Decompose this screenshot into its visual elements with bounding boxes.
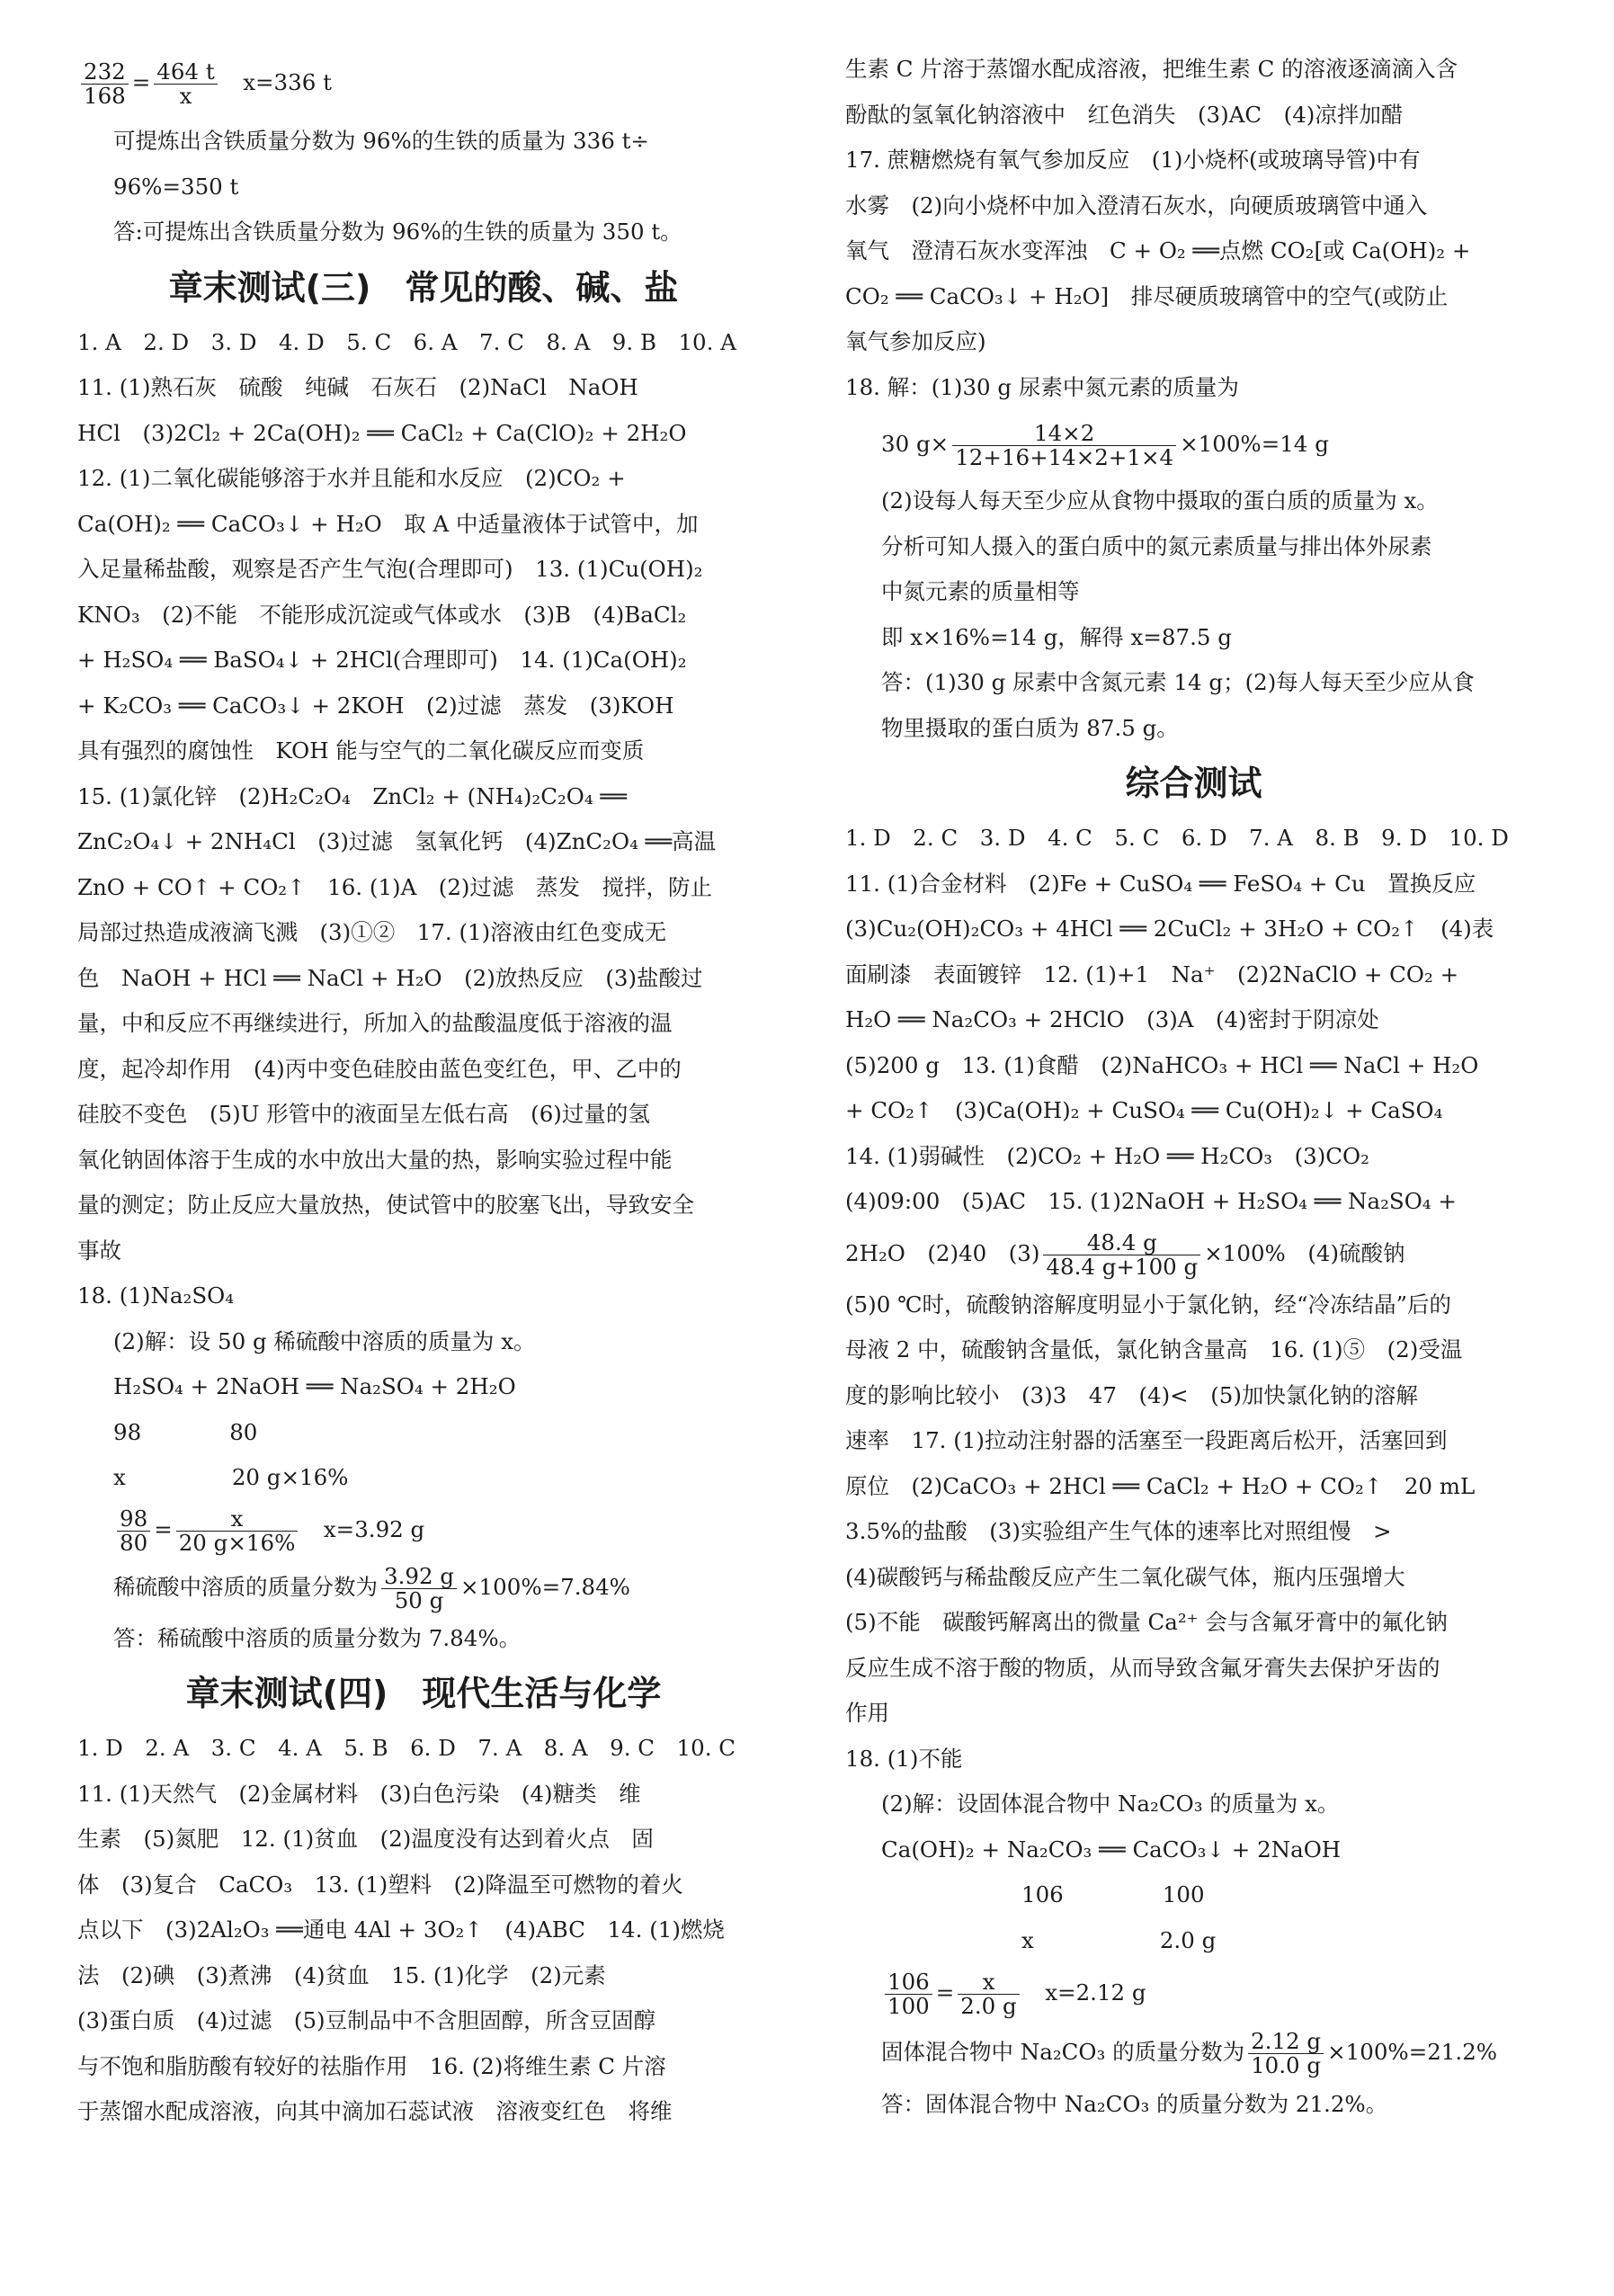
equation-line: Ca(OH)₂ + Na₂CO₃ ══ CaCO₃↓ + 2NaOH: [881, 1836, 1342, 1863]
answer-line: 15. (1)氯化锌 (2)H₂C₂O₄ ZnCl₂ + (NH₄)₂C₂O₄ ══: [77, 782, 627, 809]
answer-line: 度，起冷却作用 (4)丙中变色硅胶由蓝色变红色，甲、乙中的: [77, 1055, 682, 1082]
answer-line: ZnO + CO↑ + CO₂↑ 16. (1)A (2)过滤 蒸发 搅拌，防止: [77, 873, 712, 900]
answer-line: 1. D 2. C 3. D 4. C 5. C 6. D 7. A 8. B 9. D 10. D: [845, 825, 1509, 851]
answer-line: ZnC₂O₄↓ + 2NH₄Cl (3)过滤 氢氧化钙 (4)ZnC₂O₄ ══高温: [77, 828, 717, 854]
fraction: $\frac{48.4 g}{48.4 g+100 g}$: [1043, 1231, 1200, 1279]
answer-line: 18. (1)不能: [845, 1745, 963, 1772]
answer-line: + H₂SO₄ ══ BaSO₄↓ + 2HCl(合理即可) 14. (1)Ca(OH)₂: [77, 647, 687, 673]
fraction: $\frac{98}{80}$: [117, 1507, 150, 1555]
answer-line: + K₂CO₃ ══ CaCO₃↓ + 2KOH (2)过滤 蒸发 (3)KOH: [77, 692, 674, 719]
answer-line: Ca(OH)₂ ══ CaCO₃↓ + H₂O 取 A 中适量液体于试管中，加: [77, 510, 699, 537]
calc-ratio-iron: $\frac{232}{168}$ = $\frac{464 t}{x}$ x=336 t: [77, 47, 770, 119]
answer-line: 法 (2)碘 (3)煮沸 (4)贫血 15. (1)化学 (2)元素: [77, 1961, 606, 1988]
answer-line: 具有强烈的腐蚀性 KOH 能与空气的二氧化碳反应而变质: [77, 737, 645, 764]
answer-line: (4)09:00 (5)AC 15. (1)2NaOH + H₂SO₄ ══ Na₂SO₄ +: [845, 1188, 1457, 1214]
answer-line: 14. (1)弱碱性 (2)CO₂ + H₂O ══ H₂CO₃ (3)CO₂: [845, 1142, 1369, 1169]
answer-line: 度的影响比较小 (3)3 47 (4)< (5)加快氯化钠的溶解: [845, 1381, 1418, 1408]
text-line: (2)设每人每天至少应从食物中摄取的蛋白质的质量为 x。: [881, 487, 1439, 514]
answer-line: 3.5%的盐酸 (3)实验组产生气体的速率比对照组慢 >: [845, 1518, 1392, 1544]
answer-line: CO₂ ══ CaCO₃↓ + H₂O] 排尽硬质玻璃管中的空气(或防止: [845, 282, 1449, 309]
text-line: 答：稀硫酸中溶质的质量分数为 7.84%。: [113, 1624, 522, 1651]
answer-line: 1. D 2. A 3. C 4. A 5. B 6. D 7. A 8. A 9. C 10. C: [77, 1735, 736, 1761]
equation-line: H₂SO₄ + 2NaOH ══ Na₂SO₄ + 2H₂O: [113, 1373, 516, 1399]
answer-line: 量的测定；防止反应大量放热，使试管中的胶塞飞出，导致安全: [77, 1192, 694, 1218]
answer-line: (2)解：设 50 g 稀硫酸中溶质的质量为 x。: [113, 1327, 536, 1354]
text-line: 物里摄取的蛋白质为 87.5 g。: [881, 714, 1179, 741]
fraction: $\frac{14\times 2}{12+16+14\times 2+1\times 4}$: [952, 422, 1176, 469]
fraction: $\frac{x}{2.0 g}$: [958, 1970, 1019, 2018]
text-line: 中氮元素的质量相等: [881, 578, 1080, 604]
section-heading-3: 章末测试(三) 常见的酸、碱、盐: [168, 267, 679, 308]
right-column: [845, 47, 1542, 2128]
calc-nitrogen-mass: 30 g× $\frac{14\times 2}{12+16+14\times 2+1\times 4}$ ×100%=14 g: [881, 420, 1329, 470]
answer-line: 事故: [77, 1237, 121, 1264]
answer-line: 生素 (5)氮肥 12. (1)贫血 (2)温度没有达到着火点 固: [77, 1826, 654, 1852]
fraction: $\frac{232}{168}$: [81, 60, 129, 108]
text-line: 答：(1)30 g 尿素中含氮元素 14 g；(2)每人每天至少应从食: [881, 669, 1475, 695]
answer-line: (3)蛋白质 (4)过滤 (5)豆制品中不含胆固醇，所含豆固醇: [77, 2007, 656, 2033]
answer-line: HCl (3)2Cl₂ + 2Ca(OH)₂ ══ CaCl₂ + Ca(ClO)₂ + 2H₂O: [77, 419, 687, 446]
calc-percent-solution: 2H₂O (2)40 (3) $\frac{48.4 g}{48.4 g+100 g}$ ×100% (4)硫酸钠: [845, 1228, 1405, 1280]
answer-line: 点以下 (3)2Al₂O₃ ══通电 4Al + 3O₂↑ (4)ABC 14. (1)燃烧: [77, 1916, 725, 1943]
answer-line: 11. (1)天然气 (2)金属材料 (3)白色污染 (4)糖类 维: [77, 1780, 641, 1807]
text-line: 答：固体混合物中 Na₂CO₃ 的质量分数为 21.2%。: [881, 2091, 1388, 2117]
text-line: 分析可知人摄入的蛋白质中的氮元素质量与排出体外尿素: [881, 532, 1432, 559]
answer-line: (4)碳酸钙与稀盐酸反应产生二氧化碳气体，瓶内压强增大: [845, 1563, 1405, 1590]
calc-percent-carbonate: 固体混合物中 Na₂CO₃ 的质量分数为 $\frac{2.12 g}{10.0 g}$ ×100%=21.2%: [881, 2028, 1498, 2078]
answer-line: 12. (1)二氧化碳能够溶于水并且能和水反应 (2)CO₂ +: [77, 465, 626, 491]
answer-line: 量，中和反应不再继续进行，所加入的盐酸温度低于溶液的温: [77, 1010, 673, 1036]
section-heading-comprehensive: 综合测试: [1125, 764, 1262, 803]
fraction: $\frac{x}{20 g\times 16\%}$: [176, 1507, 299, 1555]
answer-line: 速率 17. (1)拉动注射器的活塞至一段距离后松开，活塞回到: [845, 1427, 1448, 1453]
answer-line: 氧气 澄清石灰水变浑浊 C + O₂ ══点燃 CO₂[或 Ca(OH)₂ +: [845, 237, 1471, 264]
answer-line: 母液 2 中，硫酸钠含量低，氯化钠含量高 16. (1)⑤ (2)受温: [845, 1336, 1463, 1362]
answer-line: 水雾 (2)向小烧杯中加入澄清石灰水，向硬质玻璃管中通入: [845, 192, 1428, 219]
answer-line: 局部过热造成液滴飞溅 (3)①② 17. (1)溶液由红色变成无: [77, 919, 667, 945]
section-heading-4: 章末测试(四) 现代生活与化学: [185, 1674, 662, 1713]
answer-line: 体 (3)复合 CaCO₃ 13. (1)塑料 (2)降温至可燃物的着火: [77, 1871, 683, 1898]
answer-line: (3)Cu₂(OH)₂CO₃ + 4HCl ══ 2CuCl₂ + 3H₂O + CO₂↑ (4)表: [845, 916, 1494, 942]
text-line: 答:可提炼出含铁质量分数为 96%的生铁的质量为 350 t。: [113, 219, 682, 245]
mass-value-line: x 2.0 g: [1021, 1926, 1217, 1953]
mass-value-line: x 20 g×16%: [113, 1464, 349, 1490]
answer-line: 于蒸馏水配成溶液，向其中滴加石蕊试液 溶液变红色 将维: [77, 2098, 673, 2124]
calc-percent-acid: 稀硫酸中溶质的质量分数为 $\frac{3.92 g}{50 g}$ ×100%=7.84%: [113, 1562, 630, 1613]
answer-line: 18. 解：(1)30 g 尿素中氮元素的质量为: [845, 373, 1239, 400]
answer-line: 作用: [845, 1700, 889, 1726]
text-line: 可提炼出含铁质量分数为 96%的生铁的质量为 336 t÷: [113, 128, 649, 154]
fraction: $\frac{3.92 g}{50 g}$: [381, 1565, 457, 1613]
answer-line: 11. (1)合金材料 (2)Fe + CuSO₄ ══ FeSO₄ + Cu 置换反应: [845, 870, 1476, 897]
answer-line: 氧气参加反应): [845, 328, 986, 354]
mass-ratio-line: 106 100: [1021, 1881, 1205, 1907]
fraction: $\frac{106}{100}$: [885, 1970, 932, 2018]
answer-line: KNO₃ (2)不能 不能形成沉淀或气体或水 (3)B (4)BaCl₂: [77, 601, 687, 628]
fraction: $\frac{464 t}{x}$: [154, 60, 217, 108]
answer-line: + CO₂↑ (3)Ca(OH)₂ + CuSO₄ ══ Cu(OH)₂↓ + CaSO₄: [845, 1097, 1443, 1123]
answer-line: 原位 (2)CaCO₃ + 2HCl ══ CaCl₂ + H₂O + CO₂↑ 20 mL: [845, 1472, 1476, 1499]
calc-ratio-acid: $\frac{98}{80}$ = $\frac{x}{20 g\times 16\%}$ x=3.92 g: [77, 1501, 770, 1559]
answer-line: 18. (1)Na₂SO₄: [77, 1282, 235, 1309]
answer-line: (5)0 ℃时，硫酸钠溶解度明显小于氯化钠，经“冷冻结晶”后的: [845, 1291, 1452, 1318]
answer-line: 酚酞的氢氧化钠溶液中 红色消失 (3)AC (4)凉拌加醋: [845, 101, 1404, 128]
text-line: 96%=350 t: [113, 173, 239, 200]
answer-line: 1. A 2. D 3. D 4. D 5. C 6. A 7. C 8. A 9. B 10. A: [77, 328, 736, 355]
answer-line: 硅胶不变色 (5)U 形管中的液面呈左低右高 (6)过量的氢: [77, 1101, 650, 1127]
answer-line: 反应生成不溶于酸的物质，从而导致含氟牙膏失去保护牙齿的: [845, 1654, 1440, 1681]
mass-ratio-line: 98 80: [113, 1418, 258, 1445]
answer-line: (5)200 g 13. (1)食醋 (2)NaHCO₃ + HCl ══ NaCl + H₂O: [845, 1051, 1479, 1078]
answer-line: 17. 蔗糖燃烧有氧气参加反应 (1)小烧杯(或玻璃导管)中有: [845, 147, 1421, 173]
text-line: 即 x×16%=14 g，解得 x=87.5 g: [881, 623, 1232, 650]
answer-line: H₂O ══ Na₂CO₃ + 2HClO (3)A (4)密封于阴凉处: [845, 1006, 1379, 1032]
fraction: $\frac{2.12 g}{10.0 g}$: [1248, 2030, 1324, 2077]
answer-line: 氧化钠固体溶于生成的水中放出大量的热，影响实验过程中能: [77, 1146, 673, 1173]
answer-line: 11. (1)熟石灰 硫酸 纯碱 石灰石 (2)NaCl NaOH: [77, 374, 638, 400]
answer-line: (5)不能 碳酸钙解离出的微量 Ca²⁺ 会与含氟牙膏中的氟化钠: [845, 1609, 1448, 1635]
calc-ratio-carbonate: $\frac{106}{100}$ = $\frac{x}{2.0 g}$ x=2.12 g: [845, 1963, 1542, 2023]
answer-line: 入足量稀盐酸，观察是否产生气泡(合理即可) 13. (1)Cu(OH)₂: [77, 556, 703, 582]
text-line: (2)解：设固体混合物中 Na₂CO₃ 的质量为 x。: [881, 1791, 1340, 1817]
answer-line: 面刷漆 表面镀锌 12. (1)+1 Na⁺ (2)2NaClO + CO₂ +: [845, 960, 1459, 987]
answer-line: 生素 C 片溶于蒸馏水配成溶液，把维生素 C 的溶液逐滴滴入含: [845, 56, 1458, 82]
answer-line: 色 NaOH + HCl ══ NaCl + H₂O (2)放热反应 (3)盐酸过: [77, 964, 703, 991]
answer-line: 与不饱和脂肪酸有较好的祛脂作用 16. (2)将维生素 C 片溶: [77, 2052, 666, 2079]
left-column: [77, 47, 770, 2135]
